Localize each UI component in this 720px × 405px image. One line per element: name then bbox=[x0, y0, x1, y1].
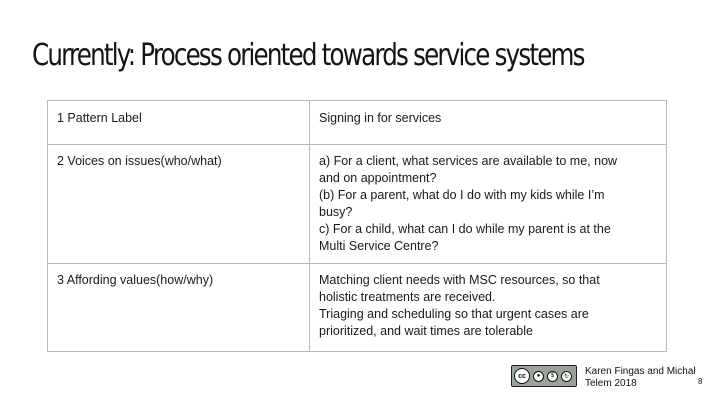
row-value bbox=[310, 145, 667, 264]
row-value-line: a) For a client, what services are available to me, now bbox=[319, 154, 618, 168]
row-value-line: holistic treatments are received. bbox=[319, 290, 496, 304]
row-value-line: and on appointment? bbox=[319, 171, 437, 185]
row-value-line: busy? bbox=[319, 205, 353, 219]
table-row bbox=[48, 101, 667, 145]
row-label: 3 Affording values(how/why) bbox=[48, 264, 310, 352]
credit-line: Telem 2018 bbox=[585, 378, 637, 389]
attribution-icon: ● bbox=[533, 371, 544, 382]
sharealike-icon: ↻ bbox=[561, 371, 572, 382]
slide-title: Currently: Process oriented towards service systems bbox=[32, 38, 584, 73]
row-value-line: (b) For a parent, what do I do with my kids while I’m bbox=[319, 188, 605, 202]
creative-commons-icon: cc bbox=[514, 368, 530, 384]
pattern-table bbox=[47, 100, 667, 352]
row-value-line: Triaging and scheduling so that urgent cases are bbox=[319, 307, 589, 321]
row-value bbox=[310, 101, 667, 145]
table-row bbox=[48, 145, 667, 264]
row-value-line: c) For a child, what can I do while my parent is at the bbox=[319, 222, 611, 236]
row-value-line: Signing in for services bbox=[319, 111, 442, 125]
slide-number: 8 bbox=[698, 377, 703, 386]
credit-line: Karen Fingas and Michal bbox=[585, 366, 696, 377]
row-value-line: Multi Service Centre? bbox=[319, 239, 439, 253]
author-credit bbox=[585, 366, 696, 390]
table-row bbox=[48, 264, 667, 352]
row-value-line: Matching client needs with MSC resources, so that bbox=[319, 273, 600, 287]
slide-footer bbox=[511, 365, 696, 390]
row-value bbox=[310, 264, 667, 352]
row-value-line: prioritized, and wait times are tolerable bbox=[319, 324, 533, 338]
row-label: 2 Voices on issues(who/what) bbox=[48, 145, 310, 264]
creative-commons-license-badge[interactable] bbox=[511, 365, 577, 387]
noncommercial-icon: $ bbox=[547, 371, 558, 382]
row-label: 1 Pattern Label bbox=[48, 101, 310, 145]
